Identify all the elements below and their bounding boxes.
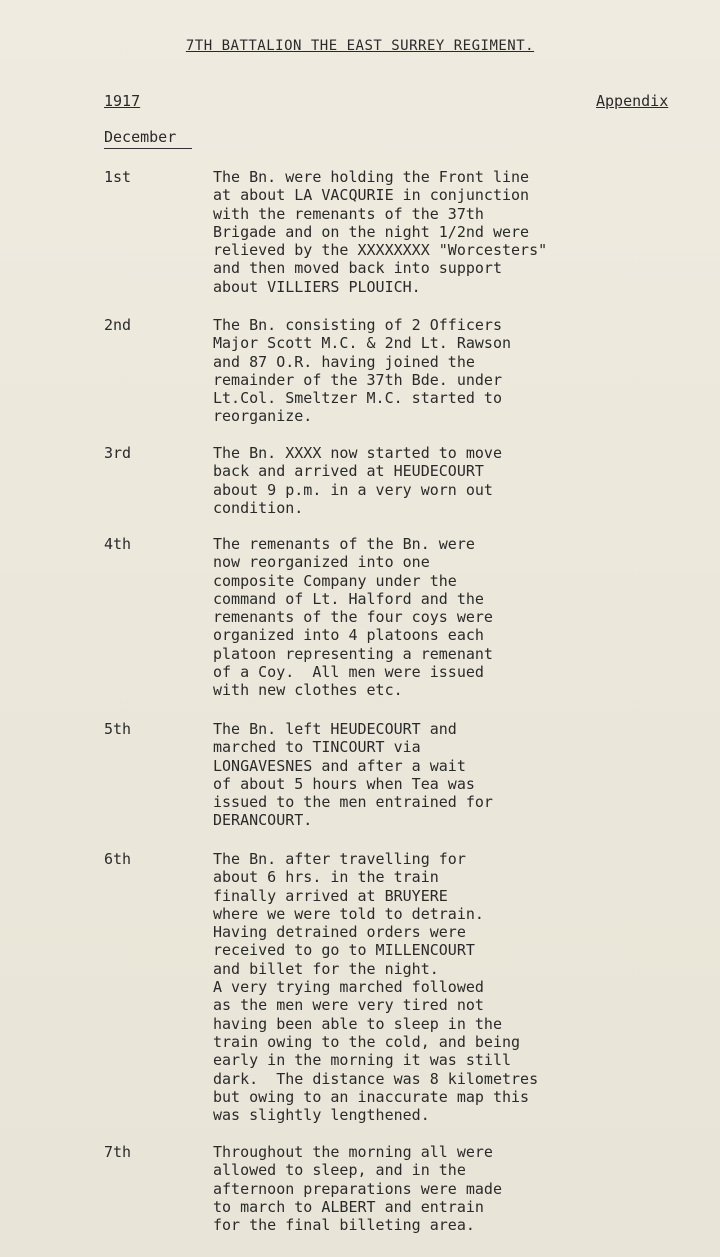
entry-line: but owing to an inaccurate map this (213, 1087, 530, 1106)
entry-line: Having detrained orders were (213, 923, 466, 942)
year-label: 1917 (104, 92, 141, 110)
entry-day: 6th (104, 850, 132, 868)
entry-line: Throughout the morning all were (213, 1143, 493, 1161)
entry-line: and billet for the night. (213, 959, 439, 978)
entry-line: dark. The distance was 8 kilometres (213, 1069, 539, 1088)
entry-line: where we were told to detrain. (213, 904, 484, 923)
entry-line: train owing to the cold, and being (213, 1032, 521, 1051)
entry-line: relieved by the XXXXXXXX "Worcesters" (213, 241, 548, 260)
entry-line: The Bn. consisting of 2 Officers (213, 316, 502, 334)
entry-line: of about 5 hours when Tea was (213, 774, 475, 793)
entry-line: at about LA VACQURIE in conjunction (213, 186, 530, 205)
month-underline (104, 148, 192, 149)
entry-line: for the final billeting area. (213, 1216, 475, 1235)
entry-text (213, 720, 633, 830)
entry-line: marched to TINCOURT via (213, 738, 421, 757)
entry-line: organized into 4 platoons each (213, 626, 484, 645)
entry-line: The Bn. XXXX now started to move (213, 444, 502, 462)
entry-line: about 6 hrs. in the train (213, 868, 439, 887)
entry-line: Lt.Col. Smeltzer M.C. started to (213, 389, 502, 408)
entry-day: 5th (104, 720, 132, 738)
entry-line: The remenants of the Bn. were (213, 535, 475, 553)
entry-line: with the remenants of the 37th (213, 204, 484, 223)
entry-line: about VILLIERS PLOUICH. (213, 277, 421, 296)
entry-line: DERANCOURT. (213, 811, 313, 830)
entry-line: about 9 p.m. in a very worn out (213, 480, 493, 499)
entry-line: finally arrived at BRUYERE (213, 886, 448, 905)
entry-day: 2nd (104, 316, 132, 334)
entry-text (213, 1143, 633, 1234)
entry-line: condition. (213, 498, 304, 517)
entry-text (213, 168, 633, 296)
entry-line: Brigade and on the night 1/2nd were (213, 222, 530, 241)
entry-line: A very trying marched followed (213, 978, 484, 997)
entry-line: to march to ALBERT and entrain (213, 1197, 484, 1216)
entry-line: LONGAVESNES and after a wait (213, 756, 466, 775)
entry-line: composite Company under the (213, 571, 457, 590)
entry-text (213, 535, 633, 700)
entry-line: and 87 O.R. having joined the (213, 352, 475, 371)
entry-line: as the men were very tired not (213, 996, 484, 1015)
entry-text (213, 444, 633, 517)
entry-line: and then moved back into support (213, 259, 502, 278)
entry-day: 3rd (104, 444, 132, 462)
entry-line: of a Coy. All men were issued (213, 663, 484, 682)
entry-text (213, 316, 633, 426)
entry-line: having been able to sleep in the (213, 1014, 502, 1033)
entry-line: The Bn. left HEUDECOURT and (213, 720, 457, 738)
entry-line: remenants of the four coys were (213, 608, 493, 627)
entry-line: platoon representing a remenant (213, 644, 493, 663)
entry-line: reorganize. (213, 407, 313, 426)
entry-line: afternoon preparations were made (213, 1179, 502, 1198)
entry-line: The Bn. were holding the Front line (213, 168, 530, 186)
entry-line: The Bn. after travelling for (213, 850, 466, 868)
entry-line: received to go to MILLENCOURT (213, 941, 475, 960)
entry-line: back and arrived at HEUDECOURT (213, 462, 484, 481)
entry-line: was slightly lengthened. (213, 1106, 430, 1125)
entry-line: Major Scott M.C. & 2nd Lt. Rawson (213, 334, 512, 353)
entry-line: now reorganized into one (213, 553, 430, 572)
entry-line: remainder of the 37th Bde. under (213, 370, 502, 389)
appendix-label: Appendix (596, 92, 669, 110)
entry-line: command of Lt. Halford and the (213, 589, 484, 608)
month-label: December (104, 128, 177, 146)
entry-line: early in the morning it was still (213, 1051, 512, 1070)
document-title: 7TH BATTALION THE EAST SURREY REGIMENT. (185, 38, 535, 54)
entry-text (213, 850, 633, 1124)
entry-line: allowed to sleep, and in the (213, 1161, 466, 1180)
entry-day: 7th (104, 1143, 132, 1161)
entry-line: with new clothes etc. (213, 681, 403, 700)
entry-day: 4th (104, 535, 132, 553)
entry-day: 1st (104, 168, 132, 186)
entry-line: issued to the men entrained for (213, 793, 493, 812)
